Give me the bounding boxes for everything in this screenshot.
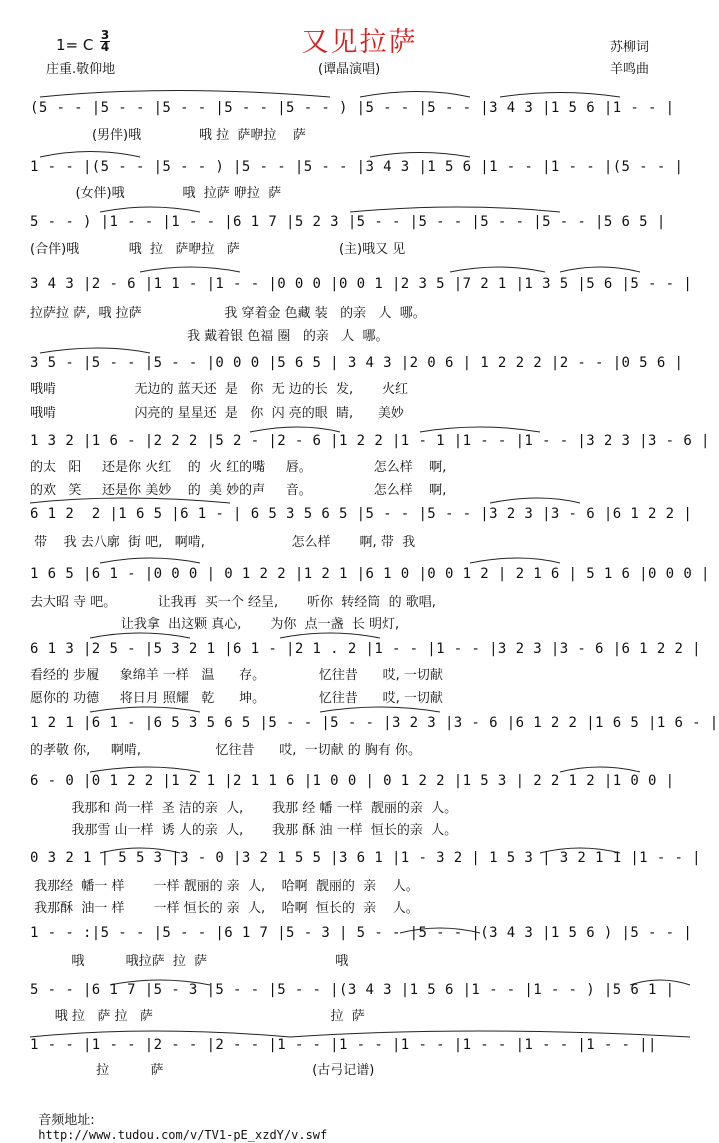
notation-line: 1 - - |(5 - - |5 - - ) |5 - - |5 - - |3 4 3 |1 5 6 |1 - - |1 - - |(5 - - | bbox=[30, 159, 684, 175]
notation-line: 6 1 3 |2 5 - |5 3 2 1 |6 1 - |2 1 . 2 |1 - - |1 - - |3 2 3 |3 - 6 |6 1 2 2 | bbox=[30, 641, 701, 657]
time-signature-top: 3 bbox=[100, 28, 110, 42]
lyric-line: 我那酥 油一 样 一样 恒长的 亲 人, 哈啊 恒长的 亲 人。 bbox=[30, 901, 419, 916]
lyric-line: 拉 萨 (古弓记谱) bbox=[30, 1063, 375, 1078]
slur bbox=[90, 633, 190, 638]
lyric-line: (男伴)哦 哦 拉 萨咿拉 萨 bbox=[30, 128, 306, 143]
slur bbox=[320, 707, 440, 712]
lyric-line: 我那雪 山一样 诱 人的亲 人, 我那 酥 油 一样 恒长的亲 人。 bbox=[30, 823, 458, 838]
notation-line: 0 3 2 1 | 5 5 3 |3 - 0 |3 2 1 5 5 |3 6 1 |1 - 3 2 | 1 5 3 | 3 2 1 1 |1 - - | bbox=[30, 850, 701, 866]
slur bbox=[30, 498, 230, 503]
slur bbox=[250, 427, 340, 432]
notation-line: 1 6 5 |6 1 - |0 0 0 | 0 1 2 2 |1 2 1 |6 1 0 |0 0 1 2 | 2 1 6 | 5 1 6 |0 0 0 | bbox=[30, 566, 710, 582]
slur bbox=[470, 558, 560, 563]
time-signature bbox=[100, 30, 110, 53]
performance-direction: 庄重.敬仰地 bbox=[46, 62, 116, 77]
audio-address-label: 音频地址: bbox=[38, 1113, 95, 1128]
notation-line: 1 3 2 |1 6 - |2 2 2 |5 2 - |2 - 6 |1 2 2 |1 - 1 |1 - - |1 - - |3 2 3 |3 - 6 | bbox=[30, 433, 710, 449]
slur bbox=[500, 93, 620, 98]
slur bbox=[360, 92, 470, 98]
slur bbox=[450, 267, 545, 272]
lyric-line: 的孝敬 你, 啊啃, 忆往昔 哎, 一切献 的 胸有 你。 bbox=[30, 743, 422, 758]
lyric-line: 哦 拉 萨 拉 萨 拉 萨 bbox=[30, 1009, 365, 1024]
slur bbox=[370, 153, 470, 158]
lyric-line: 愿你的 功德 将日月 照耀 乾 坤。 忆往昔 哎, 一切献 bbox=[30, 691, 443, 706]
notation-line: 1 - - :|5 - - |5 - - |6 1 7 |5 - 3 | 5 - - |5 - - |(3 4 3 |1 5 6 ) |5 - - | bbox=[30, 925, 693, 941]
lyric-line: 看经的 步履 象绵羊 一样 温 存。 忆往昔 哎, 一切献 bbox=[30, 668, 443, 683]
slur bbox=[90, 707, 200, 712]
notation-line: 3 4 3 |2 - 6 |1 1 - |1 - - |0 0 0 |0 0 1 |2 3 5 |7 2 1 |1 3 5 |5 6 |5 - - | bbox=[30, 276, 693, 292]
composer-credit: 羊鸣曲 bbox=[610, 62, 650, 77]
time-signature-bottom: 4 bbox=[100, 40, 110, 54]
lyric-line: 的欢 笑 还是你 美妙 的 美 妙的声 音。 怎么样 啊, bbox=[30, 483, 447, 498]
lyric-line: 带 我 去八廓 街 吧, 啊啃, 怎么样 啊, 带 我 bbox=[30, 535, 416, 550]
lyric-line: 我 戴着银 色福 圈 的亲 人 哪。 bbox=[30, 329, 389, 344]
song-title: 又见拉萨 bbox=[301, 27, 418, 58]
lyric-line: (合伴)哦 哦 拉 萨咿拉 萨 (主)哦又 见 bbox=[30, 242, 406, 257]
notation-line: 6 - 0 |0 1 2 2 |1 2 1 |2 1 1 6 |1 0 0 | 0 1 2 2 |1 5 3 | 2 2 1 2 |1 0 0 | bbox=[30, 773, 675, 789]
audio-address bbox=[30, 1094, 327, 1143]
slur bbox=[420, 427, 540, 432]
slur bbox=[40, 348, 150, 353]
lyric-line: 哦啃 闪亮的 星星还 是 你 闪 亮的眼 睛, 美妙 bbox=[30, 406, 404, 421]
lyric-line: (女伴)哦 哦 拉萨 咿拉 萨 bbox=[30, 186, 282, 201]
lyric-line: 哦啃 无边的 蓝天还 是 你 无 边的长 发, 火红 bbox=[30, 382, 409, 397]
slur bbox=[490, 498, 580, 503]
slur bbox=[140, 267, 240, 272]
slur bbox=[560, 767, 640, 772]
lyricist-credit: 苏柳词 bbox=[610, 40, 650, 55]
notation-line: 1 - - |1 - - |2 - - |2 - - |1 - - |1 - - |1 - - |1 - - |1 - - |1 - - || bbox=[30, 1037, 657, 1053]
singer-credit: (谭晶演唱) bbox=[318, 62, 381, 77]
notation-line: 6 1 2 2 |1 6 5 |6 1 - | 6 5 3 5 6 5 |5 - - |5 - - |3 2 3 |3 - 6 |6 1 2 2 | bbox=[30, 506, 693, 522]
slur bbox=[90, 767, 200, 772]
slur bbox=[40, 91, 330, 98]
key-signature: 1= C bbox=[56, 36, 94, 54]
lyric-line: 的太 阳 还是你 火红 的 火 红的嘴 唇。 怎么样 啊, bbox=[30, 460, 447, 475]
notation-line: 5 - - ) |1 - - |1 - - |6 1 7 |5 2 3 |5 - - |5 - - |5 - - |5 - - |5 6 5 | bbox=[30, 214, 666, 230]
lyric-line: 拉萨拉 萨, 哦 拉萨 我 穿着金 色藏 装 的亲 人 哪。 bbox=[30, 306, 426, 321]
slur bbox=[560, 267, 640, 272]
slur bbox=[100, 558, 200, 563]
notation-line: 1 2 1 |6 1 - |6 5 3 5 6 5 |5 - - |5 - - |3 2 3 |3 - 6 |6 1 2 2 |1 6 5 |1 6 - | bbox=[30, 715, 719, 731]
slur bbox=[280, 633, 380, 638]
notation-line: 3 5 - |5 - - |5 - - |0 0 0 |5 6 5 | 3 4 3 |2 0 6 | 1 2 2 2 |2 - - |0 5 6 | bbox=[30, 355, 684, 371]
lyric-line: 我那和 尚一样 圣 洁的亲 人, 我那 经 幡 一样 靓丽的亲 人。 bbox=[30, 801, 458, 816]
notation-line: (5 - - |5 - - |5 - - |5 - - |5 - - ) |5 - - |5 - - |3 4 3 |1 5 6 |1 - - | bbox=[30, 100, 675, 116]
lyric-line: 去大昭 寺 吧。 让我再 买一个 经呈, 听你 转经筒 的 歌唱, bbox=[30, 595, 436, 610]
notation-line: 5 - - |6 1 7 |5 - 3 |5 - - |5 - - |(3 4 3 |1 5 6 |1 - - |1 - - ) |5 6 1 | bbox=[30, 982, 675, 998]
audio-address-link[interactable]: http://www.tudou.com/v/TV1-pE_xzdY/v.swf bbox=[38, 1128, 328, 1142]
lyric-line: 哦 哦拉萨 拉 萨 哦 bbox=[30, 954, 349, 969]
slur bbox=[350, 207, 560, 212]
slur bbox=[40, 152, 140, 158]
lyric-line: 让我拿 出这颗 真心, 为你 点一盏 长 明灯, bbox=[30, 617, 400, 632]
lyric-line: 我那经 幡一 样 一样 靓丽的 亲 人, 哈啊 靓丽的 亲 人。 bbox=[30, 879, 419, 894]
slur bbox=[100, 207, 200, 212]
